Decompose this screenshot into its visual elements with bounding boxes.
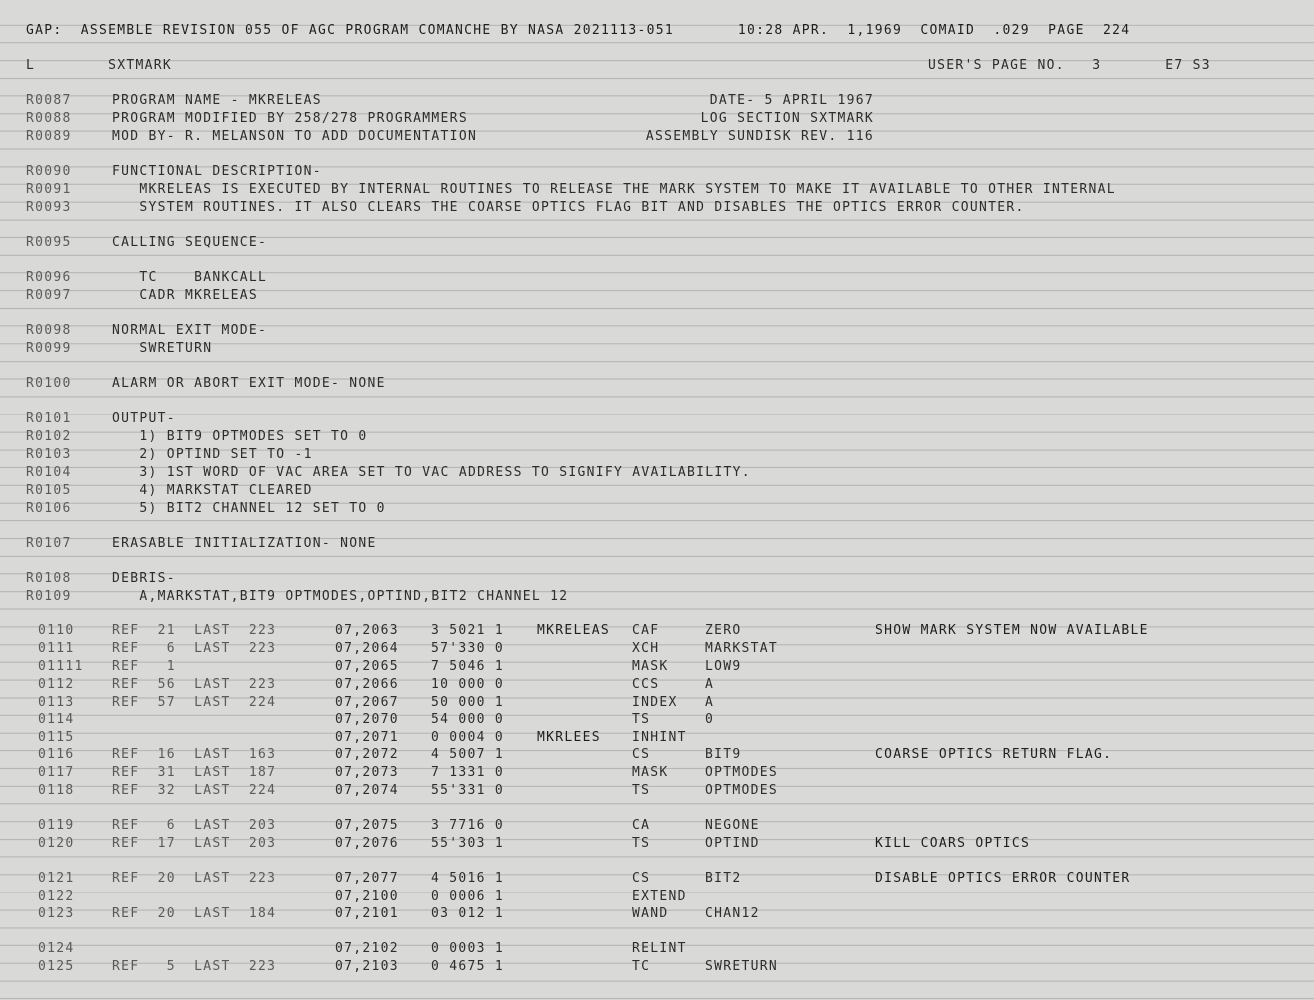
line-number: 0115 <box>38 730 75 745</box>
octal-word: 55'303 1 <box>431 836 505 851</box>
opcode: RELINT <box>632 941 687 956</box>
line-number: R0108 <box>26 571 72 586</box>
operand: ZERO <box>705 623 742 638</box>
opcode: CS <box>632 871 651 886</box>
line-number: R0107 <box>26 536 72 551</box>
opcode: TS <box>632 836 651 851</box>
ref-info: REF 56 LAST 223 <box>112 677 277 692</box>
octal-word: 7 5046 1 <box>431 659 505 674</box>
operand: LOW9 <box>705 659 742 674</box>
doc-text: OUTPUT- <box>112 411 176 426</box>
octal-word: 0 4675 1 <box>431 959 505 974</box>
operand: MARKSTAT <box>705 641 779 656</box>
address: 07,2103 <box>335 959 399 974</box>
octal-word: 0 0006 1 <box>431 889 505 904</box>
line-number: 0124 <box>38 941 75 956</box>
line-number: R0104 <box>26 465 72 480</box>
operand: CHAN12 <box>705 906 760 921</box>
octal-word: 03 012 1 <box>431 906 505 921</box>
operand: A <box>705 677 715 692</box>
line-number: R0090 <box>26 164 72 179</box>
line-number: 0114 <box>38 712 75 727</box>
octal-word: 55'331 0 <box>431 783 505 798</box>
operand: NEGONE <box>705 818 760 833</box>
opcode: CCS <box>632 677 660 692</box>
line-number: 0113 <box>38 695 75 710</box>
section-header-right: USER'S PAGE NO. 3 E7 S3 <box>928 58 1211 73</box>
page-header-line: GAP: ASSEMBLE REVISION 055 OF AGC PROGRAM COMANCHE BY NASA 2021113-051 10:28 APR. 1,1969 COMAID .029 PAGE 224 <box>26 23 1131 38</box>
opcode: INDEX <box>632 695 678 710</box>
section-header-left: L SXTMARK <box>26 58 173 73</box>
doc-text: 4) MARKSTAT CLEARED <box>112 483 313 498</box>
doc-text: MOD BY- R. MELANSON TO ADD DOCUMENTATION <box>112 129 478 144</box>
operand: BIT2 <box>705 871 742 886</box>
address: 07,2100 <box>335 889 399 904</box>
opcode: WAND <box>632 906 669 921</box>
doc-text: CALLING SEQUENCE- <box>112 235 268 250</box>
line-number: R0103 <box>26 447 72 462</box>
doc-text: 1) BIT9 OPTMODES SET TO 0 <box>112 429 368 444</box>
octal-word: 0 0003 1 <box>431 941 505 956</box>
operand: BIT9 <box>705 747 742 762</box>
opcode: XCH <box>632 641 660 656</box>
opcode: TS <box>632 783 651 798</box>
address: 07,2071 <box>335 730 399 745</box>
octal-word: 50 000 1 <box>431 695 505 710</box>
line-number: 0112 <box>38 677 75 692</box>
address: 07,2067 <box>335 695 399 710</box>
line-number: R0098 <box>26 323 72 338</box>
line-number: R0097 <box>26 288 72 303</box>
line-number: R0100 <box>26 376 72 391</box>
doc-right-text: LOG SECTION SXTMARK <box>700 111 874 126</box>
opcode: TC <box>632 959 651 974</box>
line-number: 0117 <box>38 765 75 780</box>
operand: OPTMODES <box>705 765 779 780</box>
address: 07,2074 <box>335 783 399 798</box>
symbol-label: MKRLEES <box>537 730 601 745</box>
ref-info: REF 57 LAST 224 <box>112 695 277 710</box>
octal-word: 3 5021 1 <box>431 623 505 638</box>
ref-info: REF 17 LAST 203 <box>112 836 277 851</box>
ref-info: REF 5 LAST 223 <box>112 959 277 974</box>
ref-info: REF 1 <box>112 659 176 674</box>
operand: 0 <box>705 712 715 727</box>
doc-text: FUNCTIONAL DESCRIPTION- <box>112 164 322 179</box>
address: 07,2072 <box>335 747 399 762</box>
line-number: R0109 <box>26 589 72 604</box>
doc-text: CADR MKRELEAS <box>112 288 259 303</box>
symbol-label: MKRELEAS <box>537 623 611 638</box>
doc-text: ALARM OR ABORT EXIT MODE- NONE <box>112 376 386 391</box>
doc-right-text: DATE- 5 APRIL 1967 <box>709 93 874 108</box>
address: 07,2064 <box>335 641 399 656</box>
address: 07,2063 <box>335 623 399 638</box>
address: 07,2101 <box>335 906 399 921</box>
line-number: 0122 <box>38 889 75 904</box>
ref-info: REF 6 LAST 223 <box>112 641 277 656</box>
doc-text: 5) BIT2 CHANNEL 12 SET TO 0 <box>112 501 386 516</box>
ref-info: REF 21 LAST 223 <box>112 623 277 638</box>
line-number: R0101 <box>26 411 72 426</box>
octal-word: 7 1331 0 <box>431 765 505 780</box>
opcode: EXTEND <box>632 889 687 904</box>
doc-text: SWRETURN <box>112 341 213 356</box>
octal-word: 54 000 0 <box>431 712 505 727</box>
line-number: R0105 <box>26 483 72 498</box>
line-number: R0089 <box>26 129 72 144</box>
address: 07,2065 <box>335 659 399 674</box>
line-number: 0111 <box>38 641 75 656</box>
octal-word: 0 0004 0 <box>431 730 505 745</box>
ref-info: REF 32 LAST 224 <box>112 783 277 798</box>
line-number: 0120 <box>38 836 75 851</box>
opcode: INHINT <box>632 730 687 745</box>
opcode: CAF <box>632 623 660 638</box>
line-number: 0116 <box>38 747 75 762</box>
comment: DISABLE OPTICS ERROR COUNTER <box>875 871 1131 886</box>
line-number: R0102 <box>26 429 72 444</box>
ref-info: REF 31 LAST 187 <box>112 765 277 780</box>
line-number: R0091 <box>26 182 72 197</box>
line-number: 0123 <box>38 906 75 921</box>
line-number: R0095 <box>26 235 72 250</box>
doc-text: DEBRIS- <box>112 571 176 586</box>
address: 07,2077 <box>335 871 399 886</box>
ref-info: REF 20 LAST 223 <box>112 871 277 886</box>
address: 07,2073 <box>335 765 399 780</box>
doc-text: 2) OPTIND SET TO -1 <box>112 447 313 462</box>
doc-text: SYSTEM ROUTINES. IT ALSO CLEARS THE COARSE OPTICS FLAG BIT AND DISABLES THE OPTICS ERROR COUNTER. <box>112 200 1025 215</box>
address: 07,2070 <box>335 712 399 727</box>
doc-text: 3) 1ST WORD OF VAC AREA SET TO VAC ADDRESS TO SIGNIFY AVAILABILITY. <box>112 465 751 480</box>
line-number: 0125 <box>38 959 75 974</box>
doc-right-text: ASSEMBLY SUNDISK REV. 116 <box>645 129 874 144</box>
line-number: R0096 <box>26 270 72 285</box>
doc-text: PROGRAM NAME - MKRELEAS <box>112 93 322 108</box>
comment: SHOW MARK SYSTEM NOW AVAILABLE <box>875 623 1149 638</box>
address: 07,2102 <box>335 941 399 956</box>
doc-text: TC BANKCALL <box>112 270 268 285</box>
operand: OPTIND <box>705 836 760 851</box>
address: 07,2076 <box>335 836 399 851</box>
octal-word: 4 5007 1 <box>431 747 505 762</box>
line-number: R0106 <box>26 501 72 516</box>
line-number: 0110 <box>38 623 75 638</box>
doc-text: A,MARKSTAT,BIT9 OPTMODES,OPTIND,BIT2 CHANNEL 12 <box>112 589 569 604</box>
doc-text: NORMAL EXIT MODE- <box>112 323 268 338</box>
opcode: TS <box>632 712 651 727</box>
line-number: R0099 <box>26 341 72 356</box>
opcode: CA <box>632 818 651 833</box>
ref-info: REF 6 LAST 203 <box>112 818 277 833</box>
operand: OPTMODES <box>705 783 779 798</box>
line-number: 0119 <box>38 818 75 833</box>
doc-text: MKRELEAS IS EXECUTED BY INTERNAL ROUTINES TO RELEASE THE MARK SYSTEM TO MAKE IT AVAILABLE TO OTHER INTERNAL <box>112 182 1116 197</box>
line-number: R0087 <box>26 93 72 108</box>
opcode: MASK <box>632 659 669 674</box>
ref-info: REF 16 LAST 163 <box>112 747 277 762</box>
line-number: R0088 <box>26 111 72 126</box>
doc-text: ERASABLE INITIALIZATION- NONE <box>112 536 377 551</box>
operand: SWRETURN <box>705 959 779 974</box>
octal-word: 57'330 0 <box>431 641 505 656</box>
line-number: 0118 <box>38 783 75 798</box>
line-number: 01111 <box>38 659 84 674</box>
doc-text: PROGRAM MODIFIED BY 258/278 PROGRAMMERS <box>112 111 468 126</box>
comment: COARSE OPTICS RETURN FLAG. <box>875 747 1113 762</box>
operand: A <box>705 695 715 710</box>
opcode: MASK <box>632 765 669 780</box>
comment: KILL COARS OPTICS <box>875 836 1031 851</box>
octal-word: 4 5016 1 <box>431 871 505 886</box>
line-number: R0093 <box>26 200 72 215</box>
address: 07,2075 <box>335 818 399 833</box>
address: 07,2066 <box>335 677 399 692</box>
line-number: 0121 <box>38 871 75 886</box>
opcode: CS <box>632 747 651 762</box>
octal-word: 10 000 0 <box>431 677 505 692</box>
octal-word: 3 7716 0 <box>431 818 505 833</box>
ref-info: REF 20 LAST 184 <box>112 906 277 921</box>
